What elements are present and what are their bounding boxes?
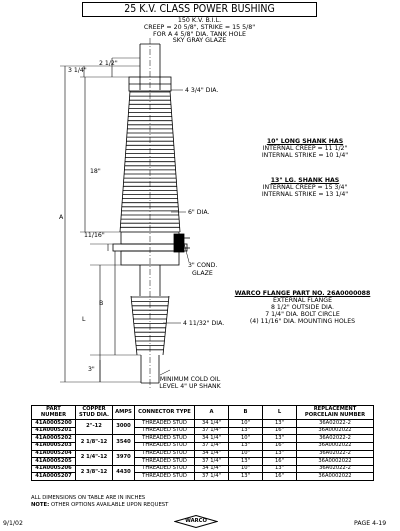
col-header: L xyxy=(263,406,297,420)
spec-line: CREEP = 20 5/8", STRIKE = 15 5/8" xyxy=(143,23,256,31)
cell-b: 13" xyxy=(229,473,263,481)
cell-part-number: 41A0005202 xyxy=(32,435,76,443)
cell-l: 16" xyxy=(263,458,297,466)
table-row xyxy=(32,450,374,458)
cell-a: 34 1/4" xyxy=(195,465,229,473)
note-label: NOTE: xyxy=(31,502,50,508)
parts-table xyxy=(31,405,374,481)
cell-replacement: 36A0002022 xyxy=(297,427,374,435)
cell-part-number: 41A0005206 xyxy=(32,465,76,473)
dim-cap: 3 1/4" xyxy=(68,67,87,74)
dim-glaze: GLAZE xyxy=(192,270,213,277)
flange-note xyxy=(230,290,375,325)
cell-b: 10" xyxy=(229,450,263,458)
dim-stud-length: 2 1/2" xyxy=(99,60,118,67)
col-header: PART NUMBER xyxy=(32,406,76,420)
dim-upper-length: 18" xyxy=(90,168,101,175)
cell-l: 16" xyxy=(263,473,297,481)
cell-l: 13" xyxy=(263,465,297,473)
note-line: EXTERNAL FLANGE xyxy=(272,297,333,304)
dim-shank-dia: 4 11/32" DIA. xyxy=(183,320,225,327)
cell-replacement: 36A02022-2 xyxy=(297,465,374,473)
cell-a: 34 1/4" xyxy=(195,435,229,443)
cell-connector: THREADED STUD xyxy=(135,420,195,428)
cell-stud-dia: 2 1/8"-12 xyxy=(76,435,113,450)
dim-flange: 11/16" xyxy=(84,232,105,239)
dim-cap-dia: 4 3/4" DIA. xyxy=(185,87,219,94)
cell-part-number: 41A0005207 xyxy=(32,473,76,481)
cell-part-number: 41A0005201 xyxy=(32,427,76,435)
cell-amps: 3000 xyxy=(113,420,135,435)
col-header: COPPER STUD DIA. xyxy=(76,406,113,420)
cell-a: 34 1/4" xyxy=(195,420,229,428)
dim-shed-dia: 6" DIA. xyxy=(188,209,210,216)
note-line: 7 1/4" DIA. BOLT CIRCLE xyxy=(265,311,340,318)
note-line: 8 1/2" OUTSIDE DIA. xyxy=(271,304,334,311)
note-text: OTHER OPTIONS AVAILABLE UPON REQUEST xyxy=(49,502,169,508)
cell-connector: THREADED STUD xyxy=(135,473,195,481)
spec-line: FOR A 4 5/8" DIA. TANK HOLE xyxy=(153,30,246,38)
cell-a: 34 1/4" xyxy=(195,450,229,458)
cell-replacement: 36A02022-2 xyxy=(297,420,374,428)
cell-b: 13" xyxy=(229,442,263,450)
cell-amps: 4430 xyxy=(113,465,135,480)
note-line: (4) 11/16" DIA. MOUNTING HOLES xyxy=(249,318,356,325)
dim-conductor: 3" COND. xyxy=(188,262,218,269)
cell-stud-dia: 2 3/8"-12 xyxy=(76,465,113,480)
cell-replacement: 36A0002022 xyxy=(297,473,374,481)
note-line: INTERNAL STRIKE = 10 1/4" xyxy=(261,152,349,159)
cell-connector: THREADED STUD xyxy=(135,450,195,458)
logo-text: WARCO xyxy=(185,518,207,524)
col-header: CONNECTOR TYPE xyxy=(135,406,195,420)
cell-connector: THREADED STUD xyxy=(135,427,195,435)
cell-l: 16" xyxy=(263,427,297,435)
cell-replacement: 36A02022-2 xyxy=(297,450,374,458)
cell-l: 13" xyxy=(263,450,297,458)
dim-l: L xyxy=(82,316,86,323)
cell-a: 37 1/4" xyxy=(195,442,229,450)
cell-b: 10" xyxy=(229,465,263,473)
dim-a: A xyxy=(59,214,64,221)
col-header: REPLACEMENT PORCELAIN NUMBER xyxy=(297,406,374,420)
table-header-row xyxy=(32,406,374,420)
cell-b: 13" xyxy=(229,458,263,466)
cell-replacement: 36A02022-2 xyxy=(297,435,374,443)
page-title: 25 K.V. CLASS POWER BUSHING xyxy=(82,2,317,17)
col-header: AMPS xyxy=(113,406,135,420)
dim-lower-stud: 3" xyxy=(88,366,95,373)
oil-note xyxy=(150,376,230,390)
lg-shank-note xyxy=(250,177,360,198)
table-row xyxy=(32,420,374,428)
cell-replacement: 36A0002022 xyxy=(297,442,374,450)
cell-part-number: 41A0005204 xyxy=(32,450,76,458)
footer-page: PAGE 4-19 xyxy=(354,520,387,527)
note-line: INTERNAL CREEP = 11 1/2" xyxy=(262,145,348,152)
cell-connector: THREADED STUD xyxy=(135,442,195,450)
cell-l: 16" xyxy=(263,442,297,450)
cell-connector: THREADED STUD xyxy=(135,465,195,473)
spec-line: SKY GRAY GLAZE xyxy=(172,37,227,45)
note-title: 10" LONG SHANK HAS xyxy=(266,138,344,145)
note-title: WARCO FLANGE PART NO. 26A0000088 xyxy=(234,290,371,297)
note-line: MINIMUM COLD OIL xyxy=(159,376,221,383)
long-shank-note xyxy=(250,138,360,159)
col-header: B xyxy=(229,406,263,420)
table-row xyxy=(32,435,374,443)
footer-note: ALL DIMENSIONS ON TABLE ARE IN INCHES xyxy=(31,495,146,501)
cell-b: 10" xyxy=(229,435,263,443)
note-line: INTERNAL CREEP = 15 3/4" xyxy=(262,184,348,191)
cell-a: 37 1/4" xyxy=(195,473,229,481)
note-line: INTERNAL STRIKE = 13 1/4" xyxy=(261,191,349,198)
footer-note-options xyxy=(31,502,168,508)
cell-part-number: 41A0005205 xyxy=(32,458,76,466)
cell-amps: 3540 xyxy=(113,435,135,450)
cell-connector: THREADED STUD xyxy=(135,458,195,466)
cell-b: 13" xyxy=(229,427,263,435)
cell-l: 13" xyxy=(263,420,297,428)
footer-date: 9/1/02 xyxy=(3,520,23,527)
col-header: A xyxy=(195,406,229,420)
cell-a: 37 1/4" xyxy=(195,427,229,435)
cell-amps: 3970 xyxy=(113,450,135,465)
cell-l: 13" xyxy=(263,435,297,443)
cell-stud-dia: 2 1/4"-12 xyxy=(76,450,113,465)
spec-line: 150 K.V. B.I.L. xyxy=(177,17,222,24)
dim-b: B xyxy=(99,300,104,307)
cell-replacement: 36A0002022 xyxy=(297,458,374,466)
cell-connector: THREADED STUD xyxy=(135,435,195,443)
note-line: LEVEL 4" UP SHANK xyxy=(159,383,221,390)
cell-stud-dia: 2"-12 xyxy=(76,420,113,435)
cell-a: 37 1/4" xyxy=(195,458,229,466)
table-row xyxy=(32,465,374,473)
cell-part-number: 41A0005200 xyxy=(32,420,76,428)
cell-b: 10" xyxy=(229,420,263,428)
note-title: 13" LG. SHANK HAS xyxy=(270,177,340,184)
cell-part-number: 41A0005203 xyxy=(32,442,76,450)
